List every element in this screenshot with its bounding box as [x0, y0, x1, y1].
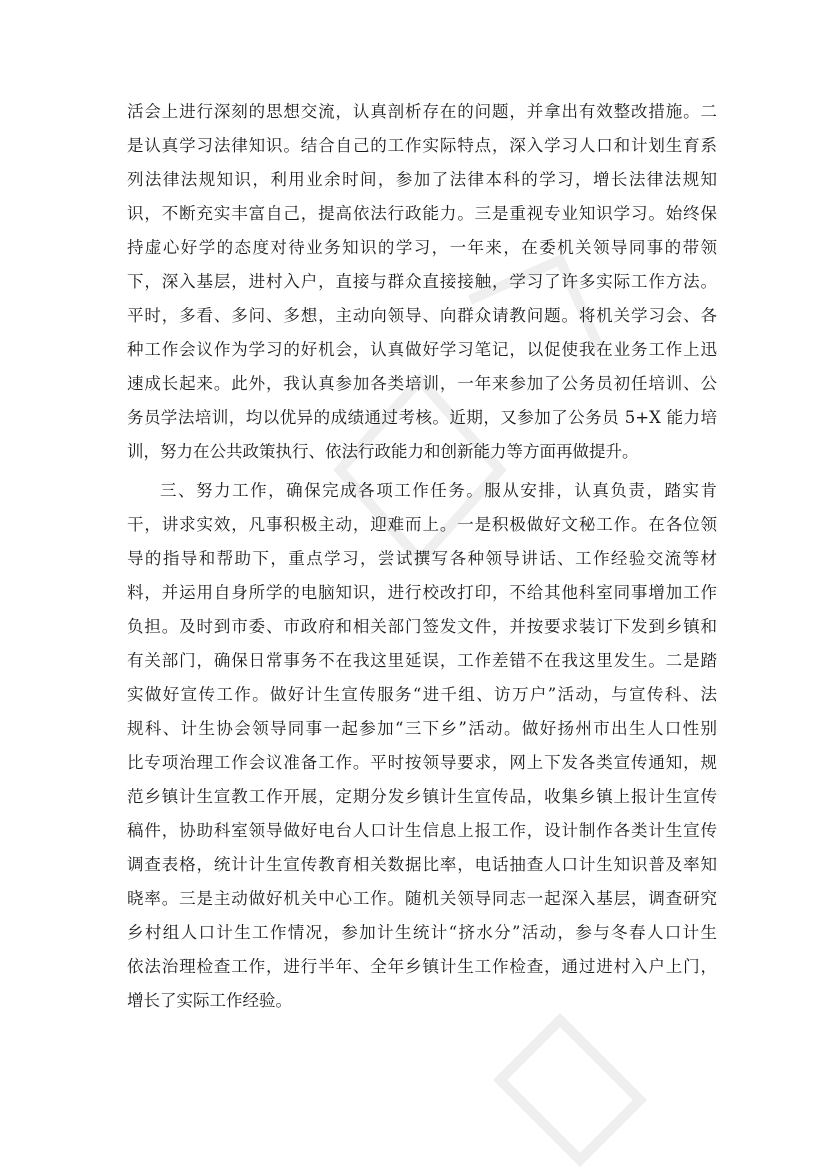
para2-line: 比专项治理工作会议准备工作。平时按领导要求，网上下发各类宣传通知，规 — [127, 753, 717, 772]
para1-line: 列法律法规知识，利用业余时间，参加了法律本科的学习，增长法律法规知 — [127, 170, 717, 189]
para1-line: 活会上进行深刻的思想交流，认真剖析存在的问题，并拿出有效整改措施。二 — [127, 102, 717, 121]
para1-line: 训，努力在公共政策执行、依法行政能力和创新能力等方面再做提升。 — [127, 442, 639, 461]
para1-line: 持虚心好学的态度对待业务知识的学习，一年来，在委机关领导同事的带领 — [127, 238, 717, 257]
para1-line: 种工作会议作为学习的好机会，认真做好学习笔记，以促使我在业务工作上迅 — [127, 340, 717, 359]
para2-line: 乡村组人口计生工作情况，参加计生统计“挤水分”活动，参与冬春人口计生 — [127, 923, 717, 942]
para2-line: 规科、计生协会领导同事一起参加“三下乡”活动。做好扬州市出生人口性别 — [127, 719, 717, 738]
para1-line: 务员学法培训，均以优异的成绩通过考核。近期，又参加了公务员 5+X 能力培 — [127, 408, 717, 427]
para2-line: 增长了实际工作经验。 — [127, 991, 292, 1010]
para2-line: 晓率。三是主动做好机关中心工作。随机关领导同志一起深入基层，调查研究 — [127, 889, 717, 908]
para2-line: 依法治理检查工作，进行半年、全年乡镇计生工作检查，通过进村入户上门， — [127, 957, 717, 976]
para2-line: 料，并运用自身所学的电脑知识，进行校改打印，不给其他科室同事增加工作 — [127, 583, 717, 602]
para2-line: 导的指导和帮助下，重点学习，尝试撰写各种领导讲话、工作经验交流等材 — [127, 549, 717, 568]
para1-line: 下，深入基层，进村入户，直接与群众直接接触，学习了许多实际工作方法。 — [127, 272, 717, 291]
para1-line: 速成长起来。此外，我认真参加各类培训，一年来参加了公务员初任培训、公 — [127, 374, 717, 393]
para1-line: 是认真学习法律知识。结合自己的工作实际特点，深入学习人口和计划生育系 — [127, 136, 717, 155]
para2-line: 干，讲求实效，凡事积极主动，迎难而上。一是积极做好文秘工作。在各位领 — [127, 515, 717, 534]
para2-line: 三、努力工作，确保完成各项工作任务。服从安排，认真负责，踏实肯 — [160, 481, 717, 500]
para1-line: 平时，多看、多问、多想，主动向领导、向群众请教问题。将机关学习会、各 — [127, 306, 717, 325]
para2-line: 实做好宣传工作。做好计生宣传服务“进千组、访万户”活动，与宣传科、法 — [127, 685, 717, 704]
para2-line: 范乡镇计生宣教工作开展，定期分发乡镇计生宣传品，收集乡镇上报计生宣传 — [127, 787, 717, 806]
para1-line: 识，不断充实丰富自己，提高依法行政能力。三是重视专业知识学习。始终保 — [127, 204, 717, 223]
para2-line: 有关部门，确保日常事务不在我这里延误，工作差错不在我这里发生。二是踏 — [127, 651, 717, 670]
para2-line: 调查表格，统计计生宣传教育相关数据比率，电话抽查人口计生知识普及率知 — [127, 855, 717, 874]
para2-line: 负担。及时到市委、市政府和相关部门签发文件，并按要求装订下发到乡镇和 — [127, 617, 717, 636]
para2-line: 稿件，协助科室领导做好电台人口计生信息上报工作，设计制作各类计生宣传 — [127, 821, 717, 840]
